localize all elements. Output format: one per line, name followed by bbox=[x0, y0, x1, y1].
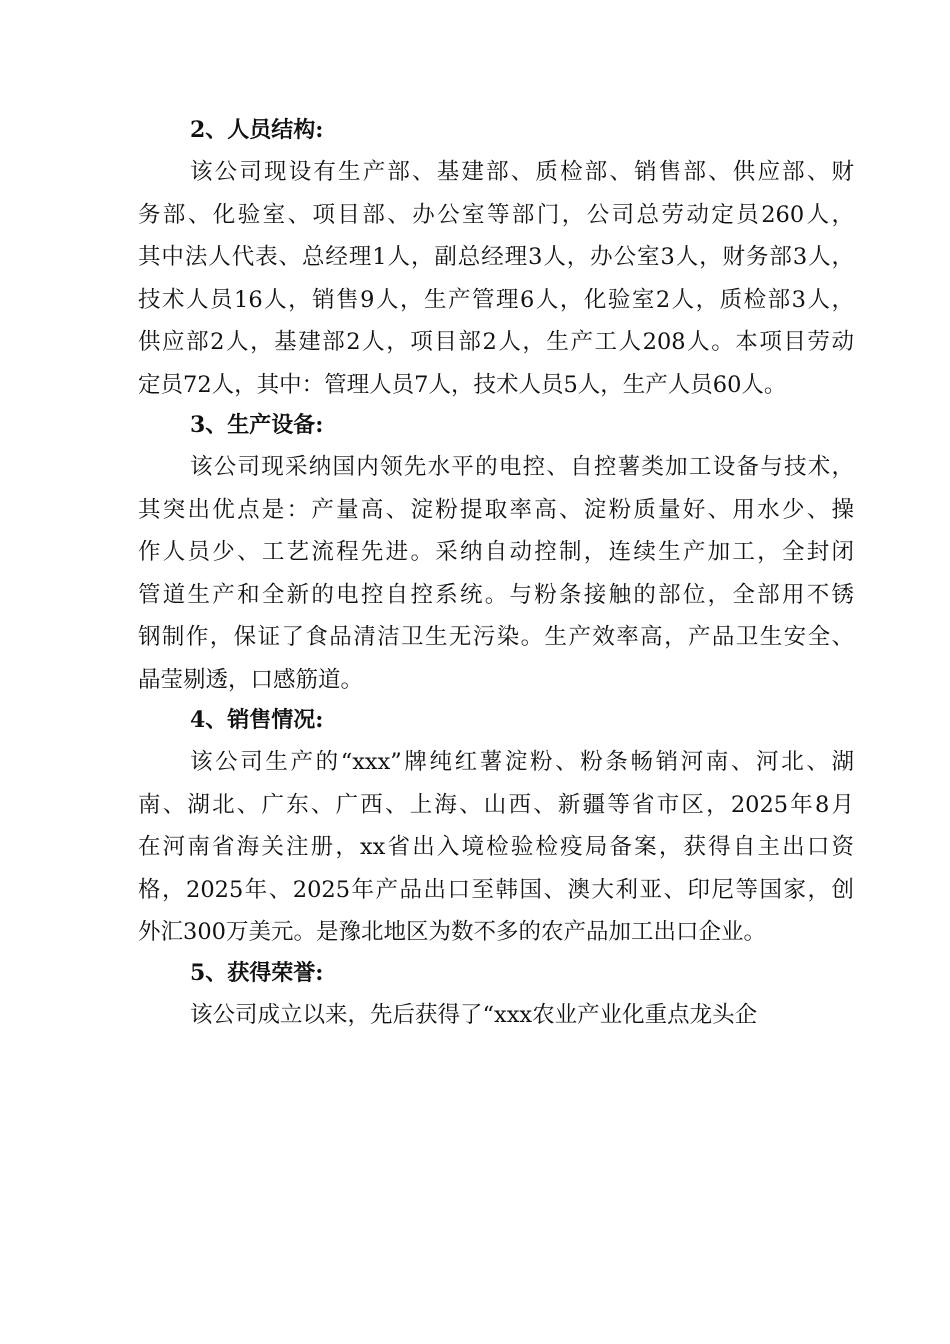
text-line: 该公司生产的“xxx”牌纯红薯淀粉、粉条畅销河南、河北、湖 bbox=[190, 749, 854, 775]
text-line: 在河南省海关注册，xx省出入境检验检疫局备案，获得自主出口资 bbox=[138, 834, 854, 860]
text-line: 晶莹剔透，口感筋道。 bbox=[138, 666, 364, 693]
text-line: 钢制作，保证了食品清洁卫生无污染。生产效率高，产品卫生安全、 bbox=[138, 624, 854, 650]
text-line: 该公司成立以来，先后获得了“xxx农业产业化重点龙头企 bbox=[190, 1001, 758, 1028]
section-body-sales bbox=[138, 741, 854, 954]
document-page bbox=[138, 113, 854, 1038]
text-line: 管道生产和全新的电控自控系统。与粉条接触的部位，全部用不锈 bbox=[138, 581, 854, 608]
text-line: 其中法人代表、总经理1人，副总经理3人，办公室3人，财务部3人， bbox=[138, 244, 854, 270]
text-line: 南、湖北、广东、广西、上海、山西、新疆等省市区，2025年8月 bbox=[138, 791, 854, 818]
text-line: 其突出优点是：产量高、淀粉提取率高、淀粉质量好、用水少、操 bbox=[138, 496, 854, 523]
text-line: 格，2025年、2025年产品出口至韩国、澳大利亚、印尼等国家，创 bbox=[138, 876, 854, 903]
text-line: 务部、化验室、项目部、办公室等部门，公司总劳动定员260人， bbox=[138, 201, 854, 228]
section-body-equipment bbox=[138, 446, 854, 701]
section-heading-staff: 2、人员结构: bbox=[190, 117, 324, 143]
text-line: 技术人员16人，销售9人，生产管理6人，化验室2人，质检部3人， bbox=[138, 286, 854, 313]
text-line: 定员72人，其中：管理人员7人，技术人员5人，生产人员60人。 bbox=[138, 371, 787, 398]
text-line: 供应部2人，基建部2人，项目部2人，生产工人208人。本项目劳动 bbox=[138, 329, 854, 355]
section-heading-equipment: 3、生产设备: bbox=[190, 412, 324, 438]
text-line: 该公司现设有生产部、基建部、质检部、销售部、供应部、财 bbox=[190, 159, 854, 185]
text-line: 该公司现采纳国内领先水平的电控、自控薯类加工设备与技术， bbox=[190, 454, 854, 480]
section-heading-sales: 4、销售情况: bbox=[190, 707, 324, 733]
section-heading-honors: 5、获得荣誉: bbox=[190, 959, 324, 986]
section-body-staff bbox=[138, 151, 854, 406]
text-line: 作人员少、工艺流程先进。采纳自动控制，连续生产加工，全封闭 bbox=[138, 539, 854, 565]
section-body-honors bbox=[138, 994, 854, 1037]
text-line: 外汇300万美元。是豫北地区为数不多的农产品加工出口企业。 bbox=[138, 919, 766, 945]
